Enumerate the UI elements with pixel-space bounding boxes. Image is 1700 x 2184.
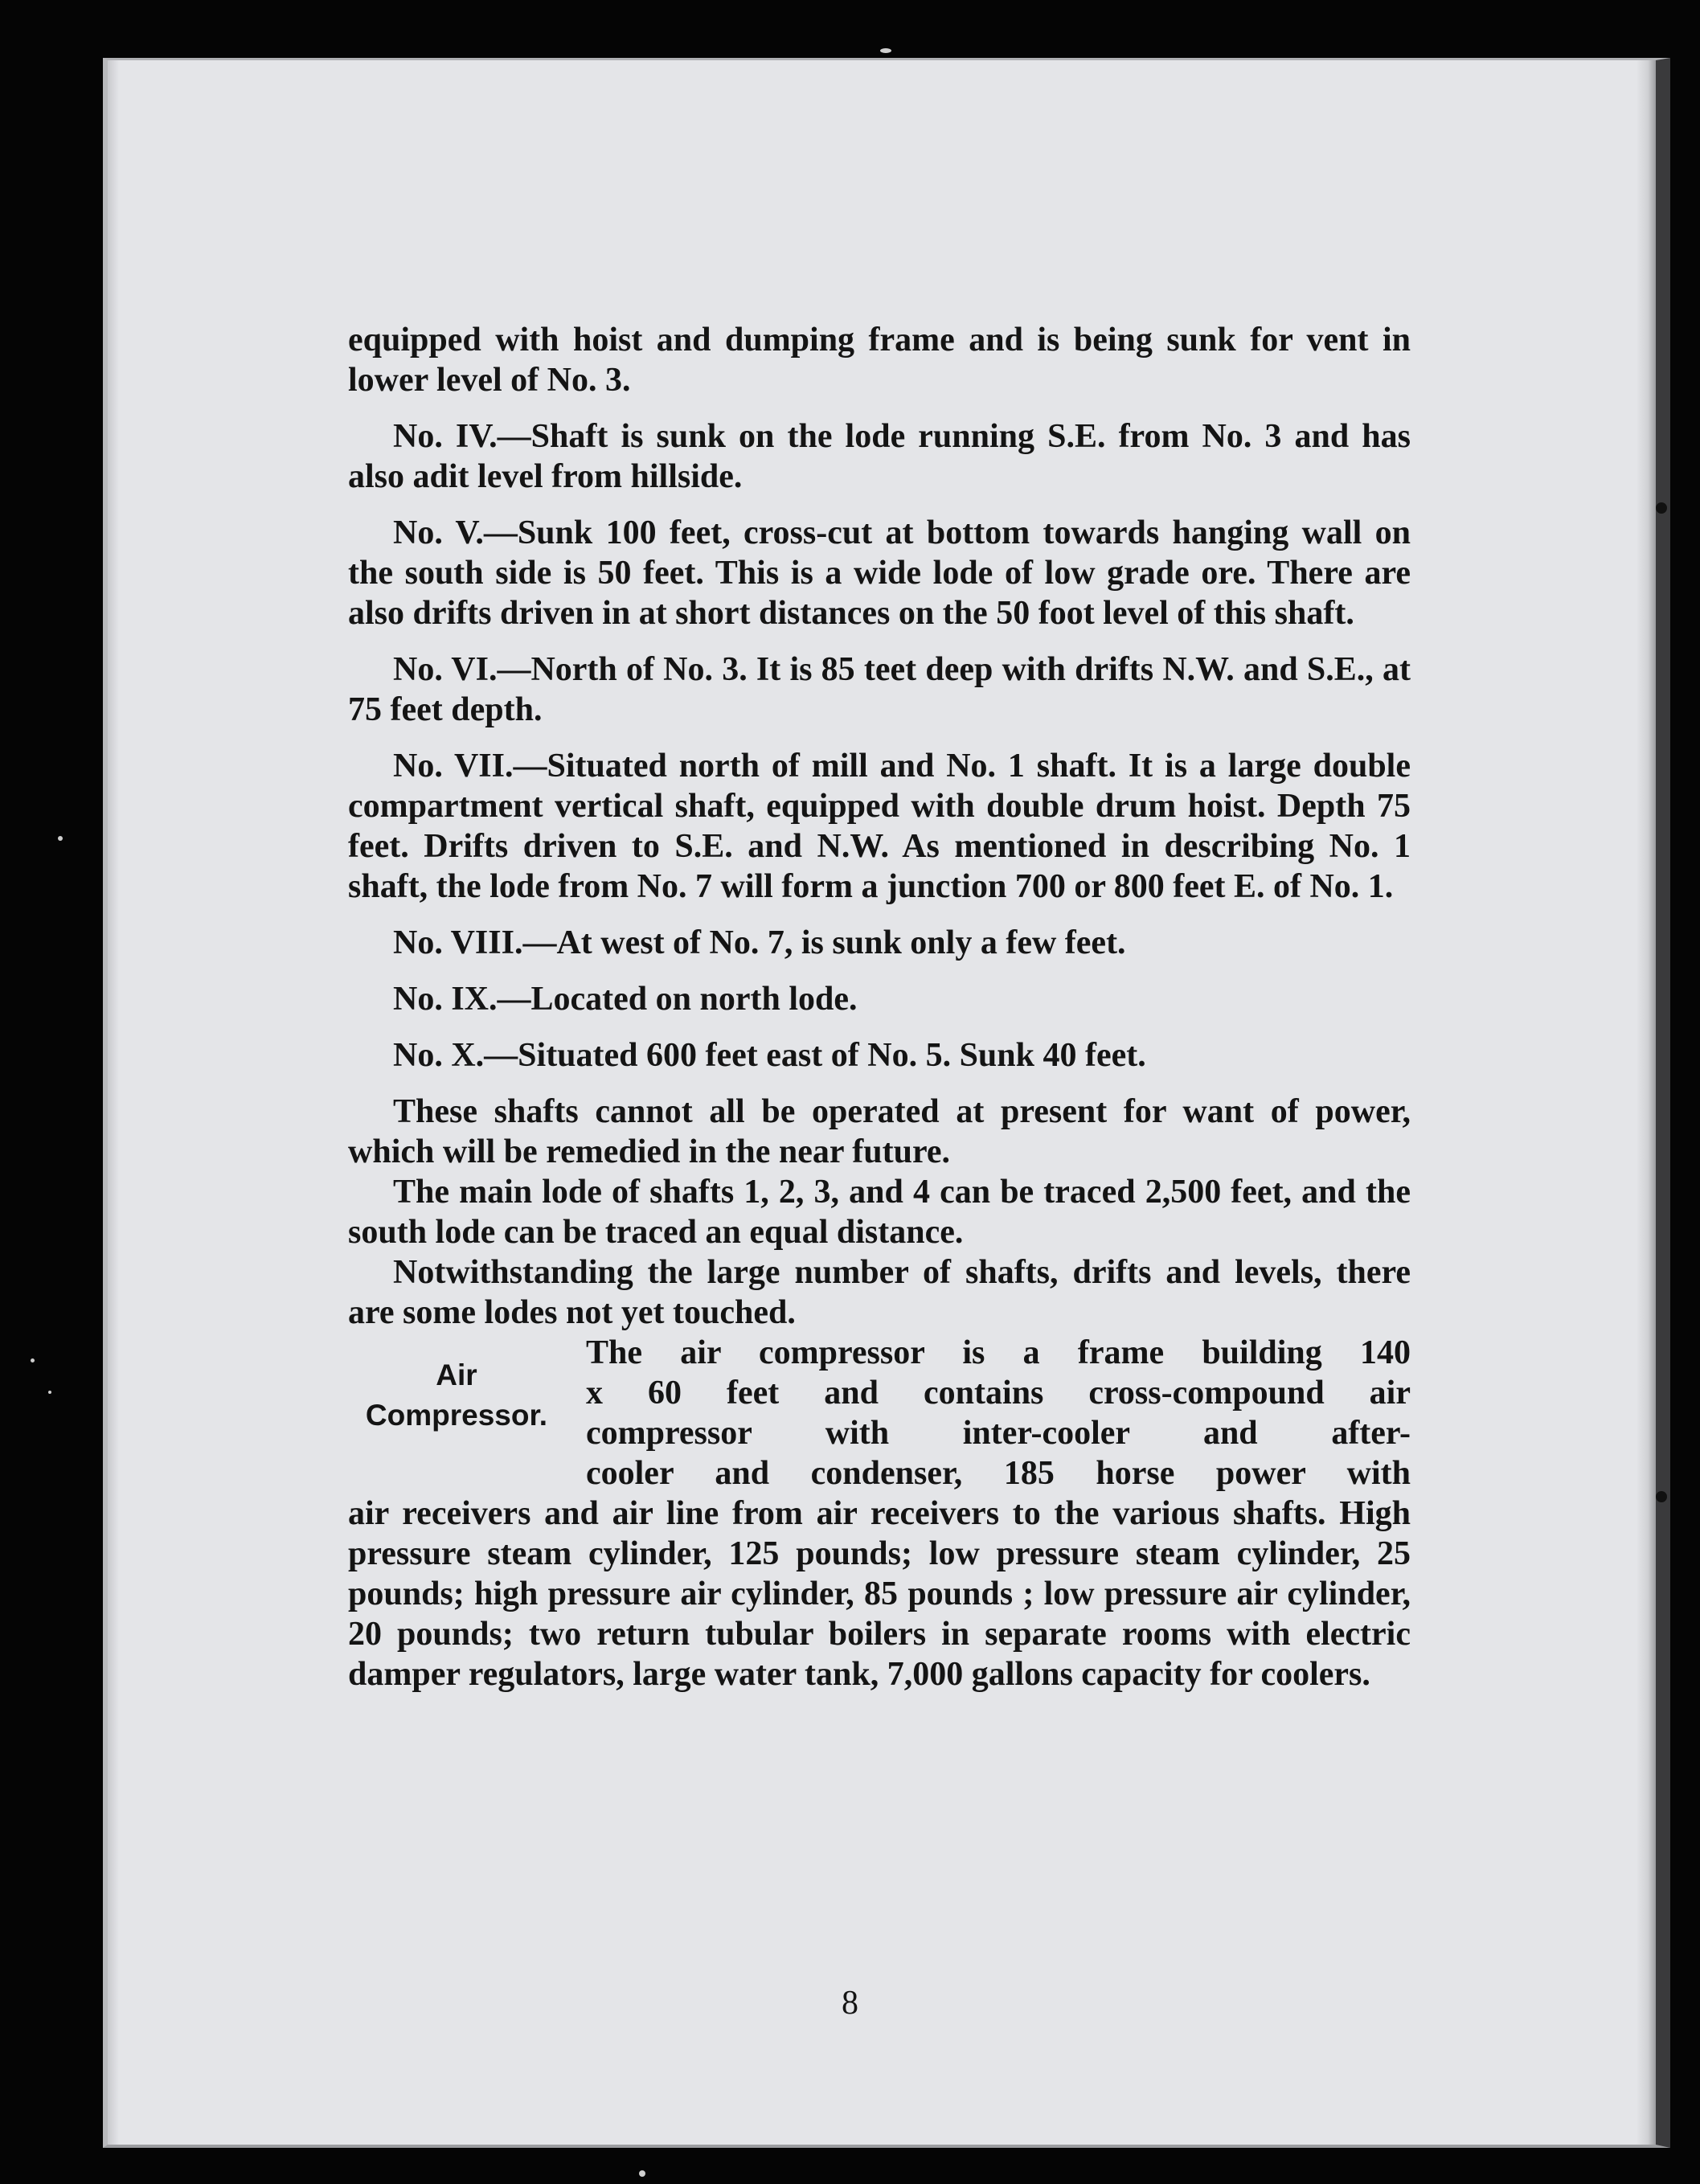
- paragraph-shaft-vi: No. VI.—North of No. 3. It is 85 teet deep with drifts N.W. and S.E., at 75 feet depth.: [348, 651, 1411, 728]
- page-gutter: [108, 60, 119, 2145]
- paragraph-shaft-x: No. X.—Situated 600 feet east of No. 5. Sunk 40 feet.: [393, 1037, 1146, 1074]
- paragraph-main-lode: The main lode of shafts 1, 2, 3, and 4 can be traced 2,500 feet, and the south lode can be traced an equal distance.: [348, 1174, 1411, 1251]
- paragraph-shafts-power: These shafts cannot all be operated at present for want of power, which will be remedied in the near future.: [348, 1093, 1411, 1170]
- side-heading-line: Air: [436, 1358, 477, 1391]
- paragraph-shaft-v: No. V.—Sunk 100 feet, cross-cut at bottom towards hanging wall on the south side is 50 feet. This is a wide lode of low grade ore. There are also drifts driven in at short distances on the 50 foot level of this shaft.: [348, 514, 1411, 632]
- text-line: The air compressor is a frame building 140: [586, 1334, 1411, 1371]
- dust-speck: [58, 836, 63, 841]
- paragraph-untouched-lodes: Notwithstanding the large number of shafts, drifts and levels, there are some lodes not yet touched.: [348, 1254, 1411, 1331]
- binding-mark: [1656, 1491, 1667, 1502]
- air-compressor-side-heading: [348, 1355, 565, 1436]
- air-compressor-details: air receivers and air line from air receivers to the various shafts. High pressure steam cylinder, 125 pounds; low pressure steam cylinder, 25 pounds; high pressure air cylinder, 85 pounds ; low pressure air cylinder, 20 pounds; two return tubular boilers in separate rooms with electric damper regulators, large water tank, 7,000 gallons capacity for coolers.: [348, 1495, 1411, 1693]
- page-edge: [1637, 60, 1656, 2145]
- text-line: x 60 feet and contains cross-compound air: [586, 1375, 1411, 1412]
- binding-mark: [1656, 502, 1667, 514]
- dust-speck: [48, 1391, 51, 1394]
- page-body-text: [348, 320, 1411, 1694]
- dust-speck: [31, 1358, 35, 1362]
- air-compressor-section: [348, 1333, 1411, 1694]
- paragraph-shaft-continued: equipped with hoist and dumping frame and is being sunk for vent in lower level of No. 3.: [348, 322, 1411, 399]
- paragraph-shaft-iv: No. IV.—Shaft is sunk on the lode running S.E. from No. 3 and has also adit level from hillside.: [348, 418, 1411, 495]
- page-number: 8: [842, 1985, 858, 2022]
- air-compressor-indented-text: [586, 1333, 1411, 1494]
- text-line: compressor with inter-cooler and after-: [586, 1415, 1411, 1452]
- paragraph-shaft-ix: No. IX.—Located on north lode.: [393, 981, 858, 1018]
- dust-speck: [639, 2170, 645, 2177]
- paragraph-shaft-vii: No. VII.—Situated north of mill and No. 1 shaft. It is a large double compartment vertical shaft, equipped with double drum hoist. Depth 75 feet. Drifts driven to S.E. and N.W. As mentioned in describing No. 1 shaft, the lode from No. 7 will form a junction 700 or 800 feet E. of No. 1.: [348, 748, 1411, 905]
- text-line: cooler and condenser, 185 horse power with: [586, 1455, 1411, 1492]
- dust-speck: [880, 48, 891, 53]
- side-heading-line: Compressor.: [365, 1399, 548, 1432]
- paragraph-shaft-viii: No. VIII.—At west of No. 7, is sunk only a few feet.: [393, 924, 1126, 961]
